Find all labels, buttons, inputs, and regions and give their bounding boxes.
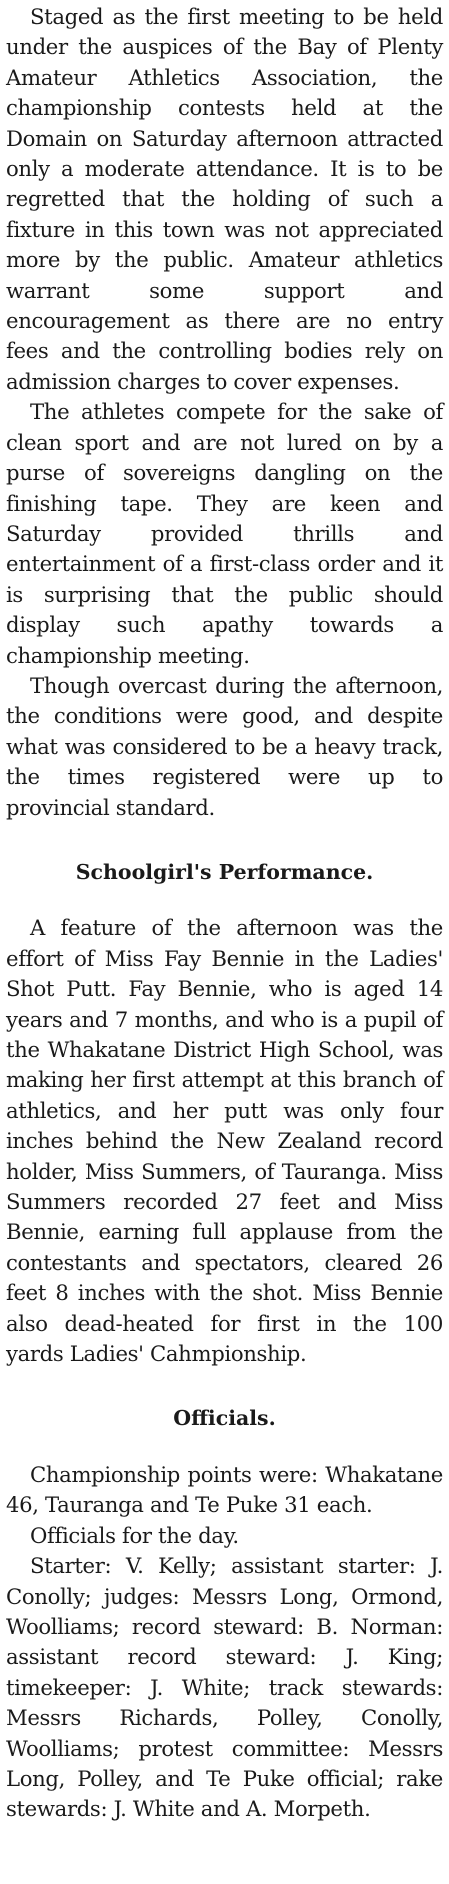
intro-paragraph-1: Staged as the first meeting to be held under the auspices of the Bay of Plenty Amateur Athletics Association, the championship contests held at the Domain on Saturday afternoon attracted only a moderate attendance. It is to be regretted that the holding of such a fixture in this town was not appreciated more by the public. Amateur athletics warrant some support and encouragement as there are no entry fees and the controlling bodies rely on admission charges to cover expenses. [6, 4, 443, 394]
news-article [6, 2, 443, 1825]
schoolgirl-paragraph: A feature of the afternoon was the effort of Miss Fay Bennie in the Ladies' Shot Putt. Fay Bennie, who is aged 14 years and 7 months, and who is a pupil of the Whakatane District High School, was making her first attempt at this branch of athletics, and her putt was only four inches behind the New Zealand record holder, Miss Summers, of Tauranga. Miss Summers recorded 27 feet and Miss Bennie, earning full applause from the contestants and spectators, cleared 26 feet 8 inches with the shot. Miss Bennie also dead-heated for first in the 100 yards Ladies' Cahmpionship. [6, 915, 443, 1367]
officials-heading: Officials. [173, 1406, 276, 1431]
intro-paragraph-3: Though overcast during the afternoon, the conditions were good, and despite what was considered to be a heavy track, the times registered were up to provincial standard. [6, 672, 443, 820]
points-paragraph: Championship points were: Whakatane 46, Tauranga and Te Puke 31 each. [6, 1461, 443, 1518]
schoolgirl-heading: Schoolgirl's Performance. [75, 859, 374, 884]
officials-list-paragraph: Starter: V. Kelly; assistant starter: J. Conolly; judges: Messrs Long, Ormond, Woolliams; record steward: B. Norman: assistant record steward: J. King; timekeeper: J. White; track stewards: Messrs Richards, Polley, Conolly, Woolliams; protest committee: Messrs Long, Polley, and Te Puke official; rake stewards: J. White and A. Morpeth. [6, 1553, 443, 1822]
officials-intro-paragraph: Officials for the day. [30, 1522, 239, 1548]
intro-paragraph-2: The athletes compete for the sake of clean sport and are not lured on by a purse of sovereigns dangling on the finishing tape. They are keen and Saturday provided thrills and entertainment of a first-class order and it is surprising that the public should display such apathy towards a championship meeting. [6, 399, 443, 668]
